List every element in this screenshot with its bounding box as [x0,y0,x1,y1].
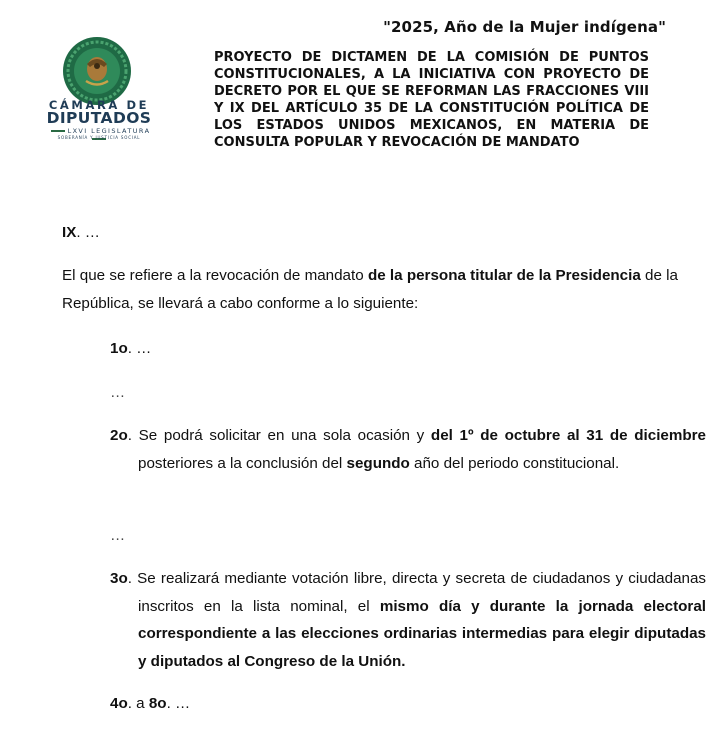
item-1-ellipsis: . … [127,340,152,357]
logo-text-legislatura: LXVI LEGISLATURA [40,127,158,143]
item-2 [110,422,706,477]
item-4-label: 4o [110,695,128,712]
intro-text: El que se refiere a la revocación de mandato [62,267,368,284]
document-title: PROYECTO DE DICTAMEN DE LA COMISIÓN DE PUNTOS CONSTITUCIONALES, A LA INICIATIVA CON PROYECTO DE DECRETO POR EL QUE SE REFORMAN LAS FRACCIONES VIII Y IX DEL ARTÍCULO 35 DE LA CONSTITUCIÓN POLÍTICA DE LOS ESTADOS UNIDOS MEXICANOS, EN MATERIA DE CONSULTA POPULAR Y REVOCACIÓN DE MANDATO [214,50,649,150]
ellipsis-1: … [110,384,126,401]
logo-text-diputados: DIPUTADOS [46,109,152,127]
item-1 [110,335,678,363]
item-3-label: 3o [110,570,128,587]
ellipsis-2: … [110,527,126,544]
item-2-text: . Se podrá solicitar en una sola ocasión y [127,427,431,444]
item-2-text-2: posteriores a la conclusión del [138,454,347,472]
item-4-ellipsis: . … [166,695,191,712]
year-banner: "2025, Año de la Mujer indígena" [383,18,666,36]
intro-text-end: de la República, se llevará a cabo conforme a lo siguiente: [62,267,679,312]
logo-text-camara: CÁMARA DE [48,98,150,112]
item-3 [110,565,706,675]
item-4-middle: . a [127,695,149,712]
item-2-date-range: del 1º de octubre al 31 de diciembre [430,427,706,444]
fraction-label: IX [62,224,77,241]
camara-de-diputados-logo [40,36,158,140]
national-seal-icon [62,36,132,106]
items-4-to-8 [110,690,678,718]
intro-bold: de la persona titular de la Presidencia [367,267,641,284]
fraction-ellipsis: . … [76,224,100,241]
logo-text-motto: SOBERANÍA Y JUSTICIA SOCIAL [57,135,141,140]
intro-paragraph [62,262,678,317]
item-3-bold: mismo día y durante la jornada electoral correspondiente a las elecciones ordinarias intermedias para elegir diputadas y diputados al Congreso de la Unión. [138,597,706,670]
item-2-label: 2o [110,427,128,444]
item-8-label: 8o [148,695,167,712]
item-3-text: . Se realizará mediante votación libre, directa y secreta de ciudadanos y ciudadanas inscritos en la lista nominal, el [127,570,706,615]
item-1-label: 1o [110,340,128,357]
item-2-text-3: año del periodo constitucional. [409,454,620,472]
item-2-bold-segundo: segundo [346,454,410,472]
fraction-ix [62,219,678,247]
